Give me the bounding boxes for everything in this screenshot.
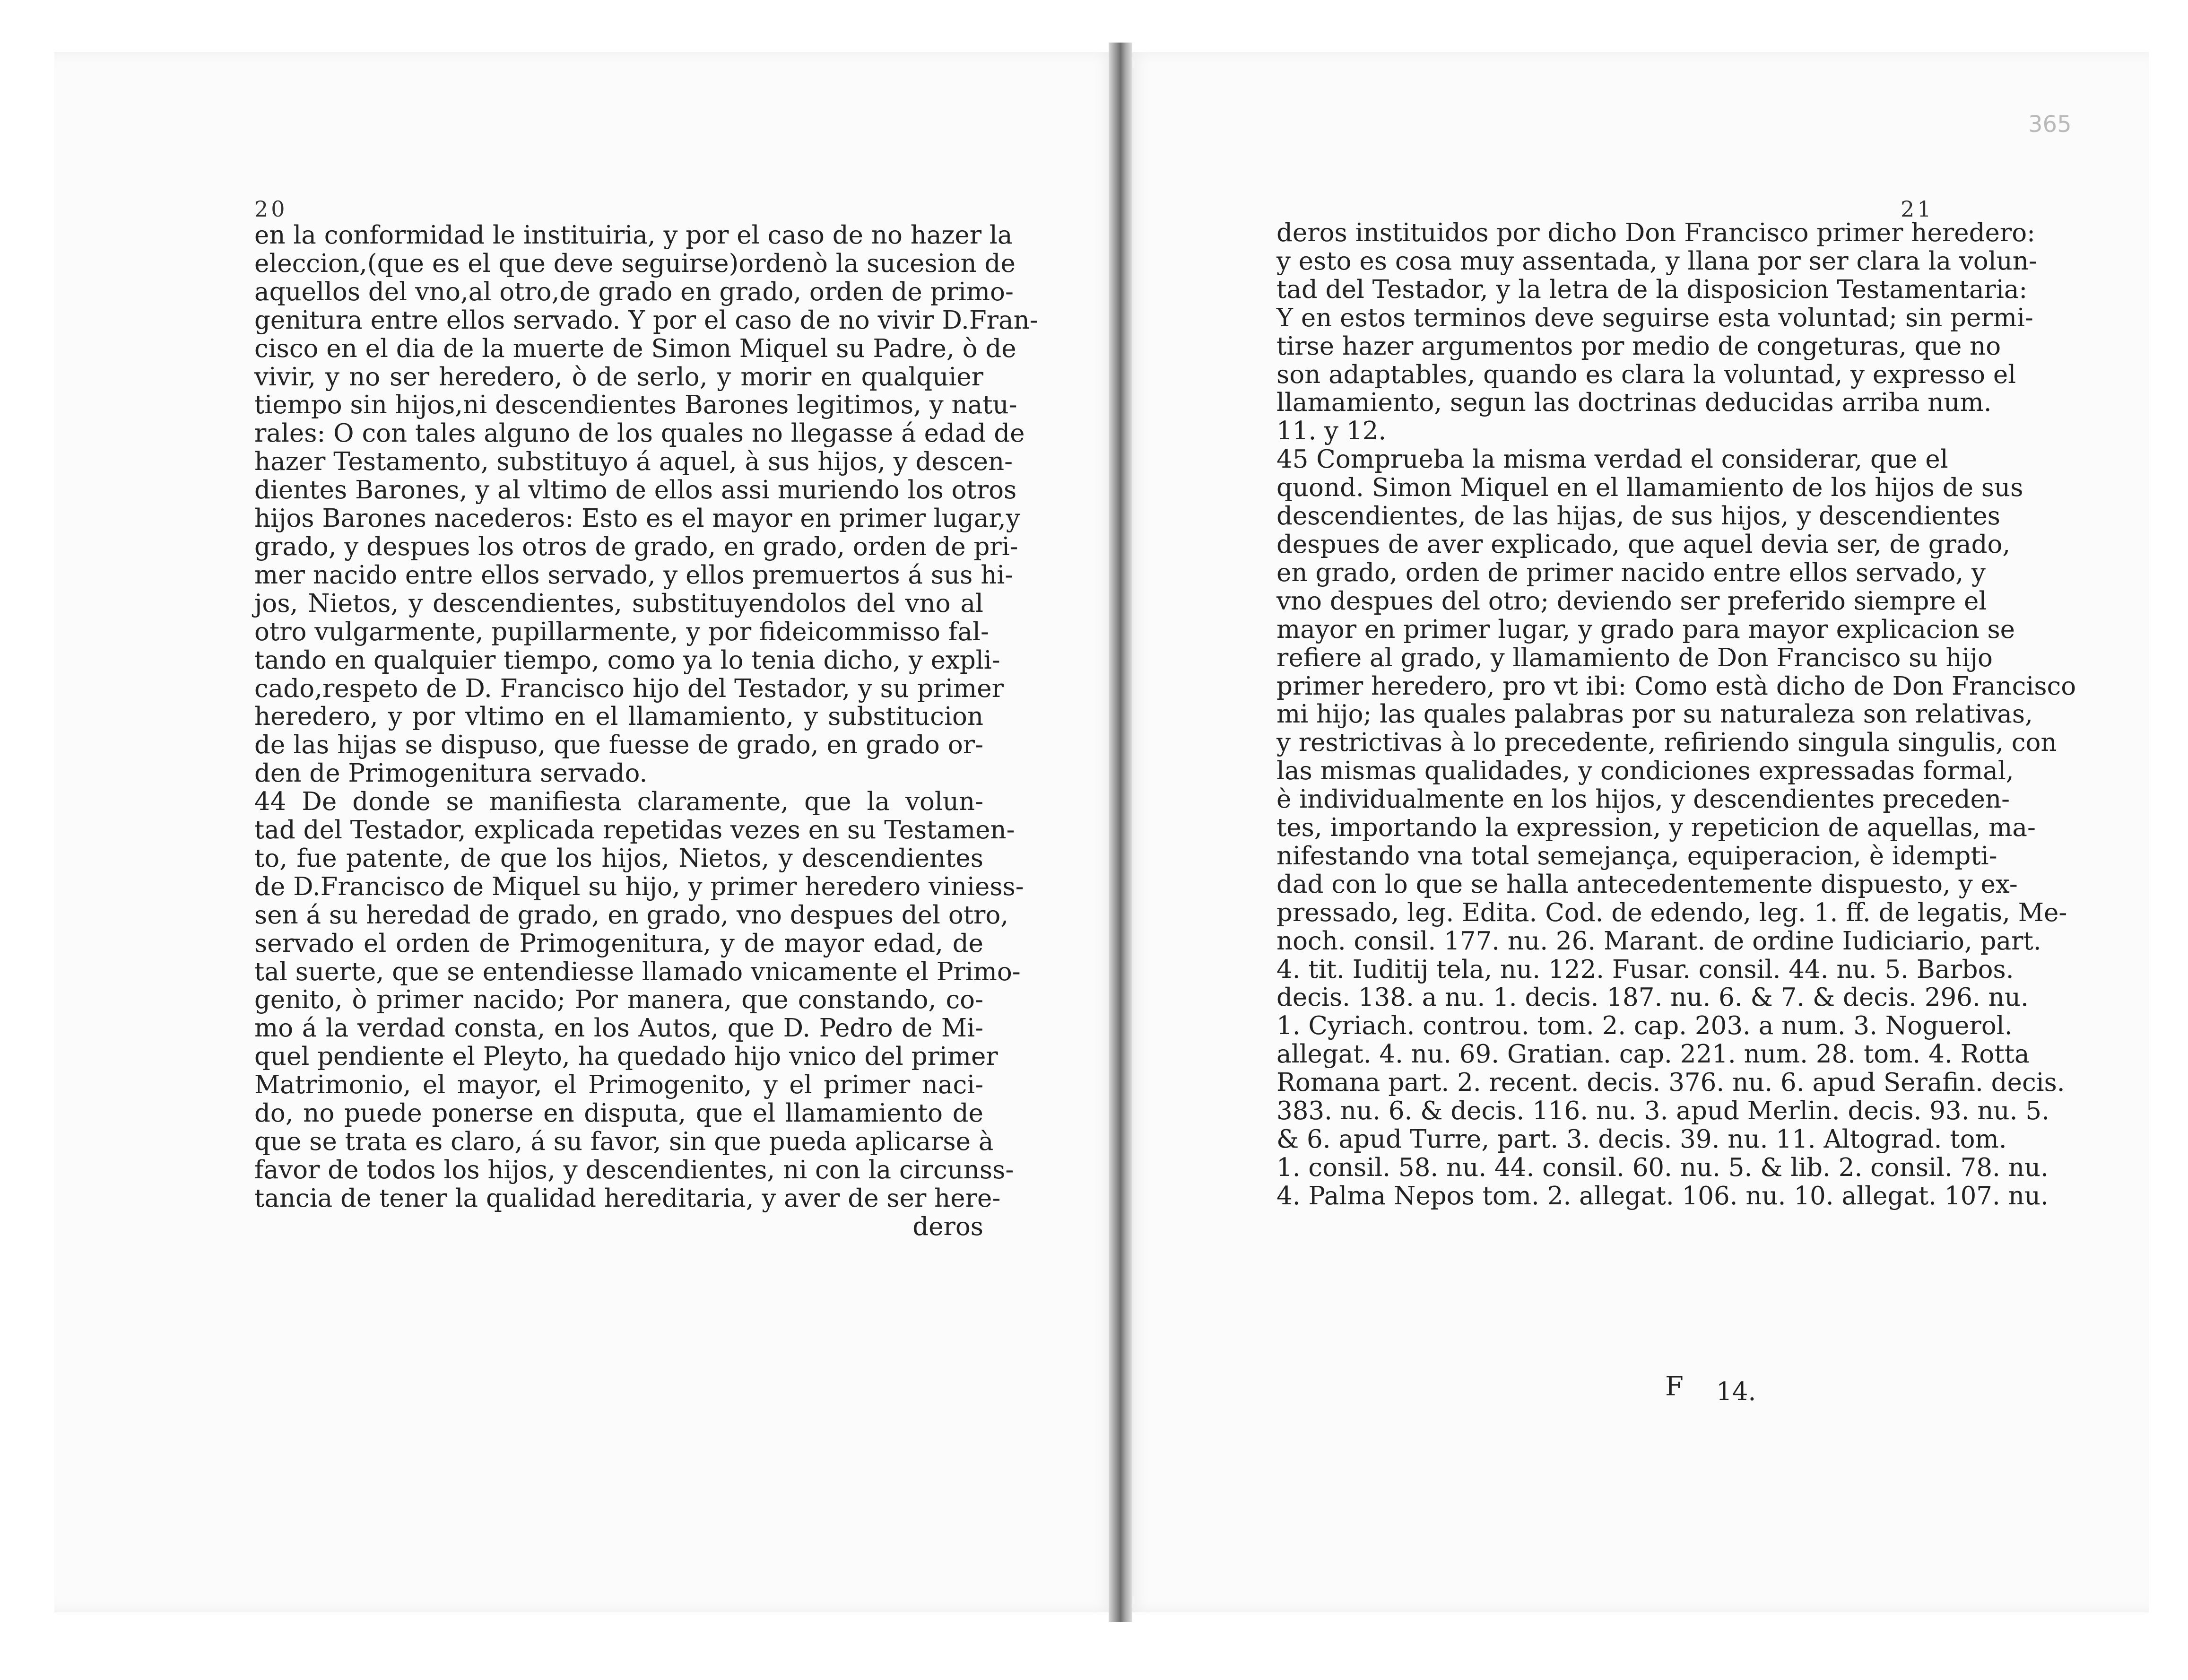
- text-line: tad del Testador, y la letra de la disposicion Testamentaria:: [1276, 275, 2028, 304]
- text-line: favor de todos los hijos, y descendientes, ni con la circunss-: [254, 1155, 1014, 1184]
- right-page-text: [1276, 218, 2076, 1210]
- text-line: grado, y despues los otros de grado, en grado, orden de pri-: [254, 532, 1018, 561]
- text-line: son adaptables, quando es clara la voluntad, y expresso el: [1276, 360, 2016, 389]
- text-line: refiere al grado, y llamamiento de Don Francisco su hijo: [1276, 643, 1993, 672]
- text-line: Y en estos terminos deve seguirse esta voluntad; sin permi-: [1276, 303, 2033, 332]
- text-line: heredero, y por vltimo en el llamamiento, y substitucion: [254, 702, 983, 731]
- text-line: dientes Barones, y al vltimo de ellos assi muriendo los otros: [254, 476, 1017, 505]
- text-line: 1. consil. 58. nu. 44. consil. 60. nu. 5. & lib. 2. consil. 78. nu.: [1276, 1153, 2049, 1182]
- text-line: cado,respeto de D. Francisco hijo del Testador, y su primer: [254, 674, 1004, 703]
- text-line: Romana part. 2. recent. decis. 376. nu. 6. apud Serafin. decis.: [1276, 1068, 2065, 1097]
- text-line: en la conformidad le instituiria, y por el caso de no hazer la: [254, 221, 1013, 250]
- book-spine: [1109, 43, 1132, 1622]
- text-line: primer heredero, pro vt ibi: Como està dicho de Don Francisco: [1276, 671, 2076, 701]
- text-line: genitura entre ellos servado. Y por el caso de no vivir D.Fran-: [254, 305, 1038, 335]
- text-line: quond. Simon Miquel en el llamamiento de los hijos de sus: [1276, 473, 2023, 503]
- text-line: decis. 138. a nu. 1. decis. 187. nu. 6. & 7. & decis. 296. nu.: [1276, 983, 2029, 1012]
- text-line: allegat. 4. nu. 69. Gratian. cap. 221. num. 28. tom. 4. Rotta: [1276, 1040, 2030, 1069]
- text-line: descendientes, de las hijas, de sus hijos, y descendientes: [1276, 502, 2000, 531]
- text-line: y restrictivas à lo precedente, refiriendo singula singulis, con: [1276, 728, 2057, 757]
- text-line: 383. nu. 6. & decis. 116. nu. 3. apud Merlin. decis. 93. nu. 5.: [1276, 1097, 2049, 1126]
- text-line: nifestando vna total semejança, equiperacion, è idempti-: [1276, 841, 1997, 870]
- text-line: quel pendiente el Pleyto, ha quedado hijo vnico del primer: [254, 1042, 998, 1071]
- text-line: tirse hazer argumentos por medio de congeturas, que no: [1276, 331, 2001, 361]
- text-line: aquellos del vno,al otro,de grado en grado, orden de primo-: [254, 277, 1014, 306]
- text-line: en grado, orden de primer nacido entre ellos servado, y: [1276, 558, 1986, 587]
- text-line: y esto es cosa muy assentada, y llana por ser clara la volun-: [1276, 246, 2037, 276]
- paragraph-start-45: 45 Comprueba la misma verdad el considerar, que el: [1276, 445, 1948, 474]
- text-line: de las hijas se dispuso, que fuesse de grado, en grado or-: [254, 731, 983, 760]
- left-page-text: [254, 221, 1038, 1241]
- text-line: vno despues del otro; deviendo ser preferido siempre el: [1276, 586, 1987, 616]
- text-line: que se trata es claro, á su favor, sin que pueda aplicarse à: [254, 1127, 994, 1156]
- text-line: mo á la verdad consta, en los Autos, que D. Pedro de Mi-: [254, 1014, 983, 1043]
- text-line: mayor en primer lugar, y grado para mayor explicacion se: [1276, 615, 2015, 644]
- text-line: do, no puede ponerse en disputa, que el llamamiento de: [254, 1099, 983, 1128]
- text-line: eleccion,(que es el que deve seguirse)ordenò la sucesion de: [254, 249, 1016, 278]
- text-line: cisco en el dia de la muerte de Simon Miquel su Padre, ò de: [254, 334, 1016, 363]
- signature-mark: F: [1665, 1371, 1684, 1402]
- text-line: to, fue patente, de que los hijos, Nietos, y descendientes: [254, 844, 983, 873]
- text-line: noch. consil. 177. nu. 26. Marant. de ordine Iudiciario, part.: [1276, 926, 2041, 956]
- text-line: jos, Nietos, y descendientes, substituyendolos del vno al: [254, 589, 983, 618]
- paragraph-start-44: 44 De donde se manifiesta claramente, que la volun-: [254, 787, 983, 817]
- text-line: mer nacido entre ellos servado, y ellos premuertos á sus hi-: [254, 560, 1014, 590]
- text-line: tiempo sin hijos,ni descendientes Barones legitimos, y natu-: [254, 391, 1017, 420]
- text-line: pressado, leg. Edita. Cod. de edendo, leg. 1. ff. de legatis, Me-: [1276, 898, 2067, 927]
- text-line: despues de aver explicado, que aquel devia ser, de grado,: [1276, 530, 2011, 559]
- text-line: rales: O con tales alguno de los quales no llegasse á edad de: [254, 419, 1025, 448]
- text-line: 4. Palma Nepos tom. 2. allegat. 106. nu. 10. allegat. 107. nu.: [1276, 1181, 2049, 1210]
- text-line: è individualmente en los hijos, y descendientes preceden-: [1276, 785, 2010, 814]
- text-line: las mismas qualidades, y condiciones expressadas formal,: [1276, 757, 2014, 786]
- text-line: 1. Cyriach. controu. tom. 2. cap. 203. a num. 3. Noguerol.: [1276, 1011, 2013, 1041]
- text-line: servado el orden de Primogenitura, y de mayor edad, de: [254, 929, 983, 958]
- catchword: 14.: [1716, 1377, 1756, 1406]
- text-line: dad con lo que se halla antecedentemente dispuesto, y ex-: [1276, 870, 2018, 899]
- page-number-right: 21: [1901, 196, 1934, 222]
- text-line: hazer Testamento, substituyo á aquel, à sus hijos, y descen-: [254, 447, 1013, 477]
- text-line: & 6. apud Turre, part. 3. decis. 39. nu. 11. Altograd. tom.: [1276, 1125, 2007, 1154]
- text-line: 11. y 12.: [1276, 417, 1387, 446]
- text-line: sen á su heredad de grado, en grado, vno despues del otro,: [254, 900, 1009, 930]
- folio-number: 365: [2028, 111, 2072, 138]
- text-line: tes, importando la expression, y repeticion de aquellas, ma-: [1276, 813, 2036, 843]
- text-line: mi hijo; las quales palabras por su naturaleza son relativas,: [1276, 700, 2033, 729]
- text-line: tad del Testador, explicada repetidas vezes en su Testamen-: [254, 816, 1015, 845]
- text-line: de D.Francisco de Miquel su hijo, y primer heredero viniess-: [254, 872, 1024, 901]
- text-line: tando en qualquier tiempo, como ya lo tenia dicho, y expli-: [254, 645, 1000, 675]
- catchword: deros: [912, 1212, 983, 1241]
- text-line: otro vulgarmente, pupillarmente, y por fideicommisso fal-: [254, 617, 989, 646]
- text-line: 4. tit. Iuditij tela, nu. 122. Fusar. consil. 44. nu. 5. Barbos.: [1276, 955, 2014, 984]
- text-line: vivir, y no ser heredero, ò de serlo, y morir en qualquier: [254, 362, 983, 392]
- text-line: tal suerte, que se entendiesse llamado vnicamente el Primo-: [254, 957, 1021, 986]
- page-number-left: 20: [254, 196, 288, 222]
- text-line: deros instituidos por dicho Don Francisco primer heredero:: [1276, 218, 2035, 247]
- text-line: hijos Barones nacederos: Esto es el mayor en primer lugar,y: [254, 504, 1020, 533]
- text-line: genito, ò primer nacido; Por manera, que constando, co-: [254, 985, 983, 1015]
- text-line: llamamiento, segun las doctrinas deducidas arriba num.: [1276, 388, 1992, 418]
- text-line: den de Primogenitura servado.: [254, 759, 648, 788]
- text-line: Matrimonio, el mayor, el Primogenito, y el primer naci-: [254, 1071, 983, 1100]
- text-line: tancia de tener la qualidad hereditaria, y aver de ser here-: [254, 1184, 1001, 1213]
